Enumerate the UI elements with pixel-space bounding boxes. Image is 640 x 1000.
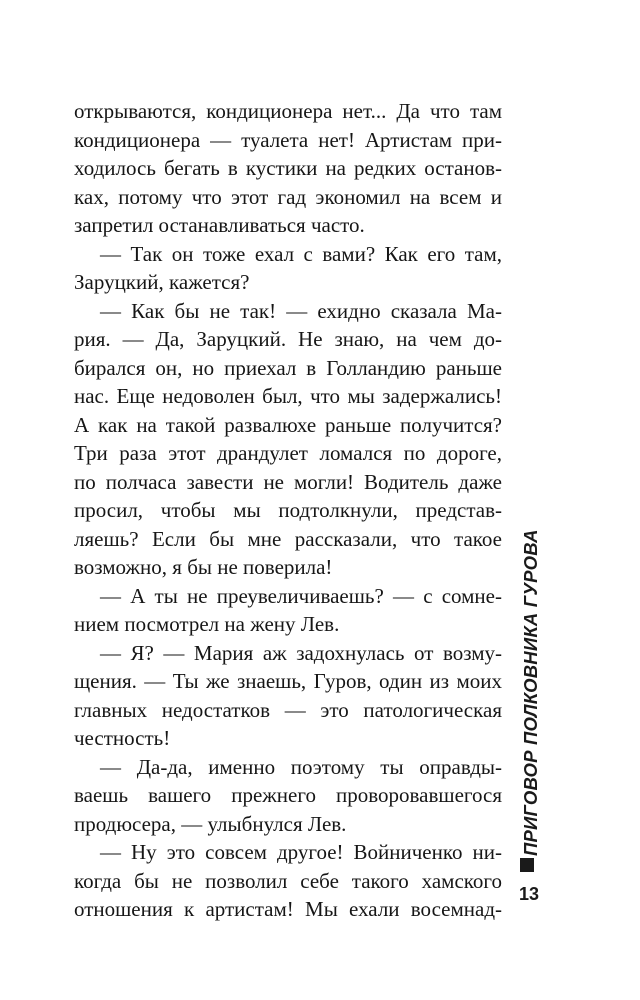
text-line: когда бы не позволил себе такого хамского xyxy=(74,868,502,893)
text-line: ляешь? Если бы мне рассказали, что такое xyxy=(74,526,502,551)
text-line: щения. — Ты же знаешь, Гуров, один из моих xyxy=(74,669,502,693)
running-title: ПРИГОВОР ПОЛКОВНИКА ГУРОВА xyxy=(520,529,541,856)
text-line: Заруцкий, кажется? xyxy=(74,270,250,294)
text-line: возможно, я бы не поверила! xyxy=(74,555,333,579)
text-line: ходилось бегать в кустики на редких останов- xyxy=(74,156,502,180)
page-number: 13 xyxy=(518,884,540,904)
text-line: отношения к артистам! Мы ехали восемнад- xyxy=(74,897,502,921)
text-line: честность! xyxy=(74,726,171,750)
text-line: по полчаса завести не могли! Водитель даже xyxy=(74,469,502,494)
text-line: А как на такой развалюхе раньше получится? xyxy=(74,412,502,437)
text-line: — А ты не преувеличиваешь? — с сомне- xyxy=(100,583,502,608)
text-line: — Как бы не так! — ехидно сказала Ма- xyxy=(100,298,502,323)
text-line: продюсера, — улыбнулся Лев. xyxy=(74,811,347,836)
text-line: запретил останавливаться часто. xyxy=(74,213,365,237)
body-text xyxy=(74,97,502,924)
text-line: ваешь вашего прежнего проворовавшегося xyxy=(74,783,502,807)
text-line: просил, чтобы мы подтолкнули, представ- xyxy=(74,498,502,522)
text-line: — Так он тоже ехал с вами? Как его там, xyxy=(100,241,502,266)
text-line: кондиционера — туалета нет! Артистам при- xyxy=(74,127,502,152)
text-line: нием посмотрел на жену Лев. xyxy=(74,612,340,636)
text-line: главных недостатков — это патологическая xyxy=(74,697,502,722)
text-line: — Ну это совсем другое! Войниченко ни- xyxy=(100,840,502,864)
text-line: открываются, кондиционера нет... Да что там xyxy=(74,99,502,123)
text-line: бирался он, но приехал в Голландию раньше xyxy=(74,355,502,380)
text-line: — Я? — Мария аж задохнулась от возму- xyxy=(100,640,502,665)
text-line: нас. Еще недоволен был, что мы задержались! xyxy=(74,384,502,408)
text-line: ках, потому что этот гад экономил на всем и xyxy=(74,184,502,209)
text-line: рия. — Да, Заруцкий. Не знаю, на чем до- xyxy=(74,327,502,351)
text-line: — Да-да, именно поэтому ты оправды- xyxy=(100,754,502,779)
square-marker-icon xyxy=(520,858,534,872)
text-line: Три раза этот драндулет ломался по дороге, xyxy=(74,441,502,465)
